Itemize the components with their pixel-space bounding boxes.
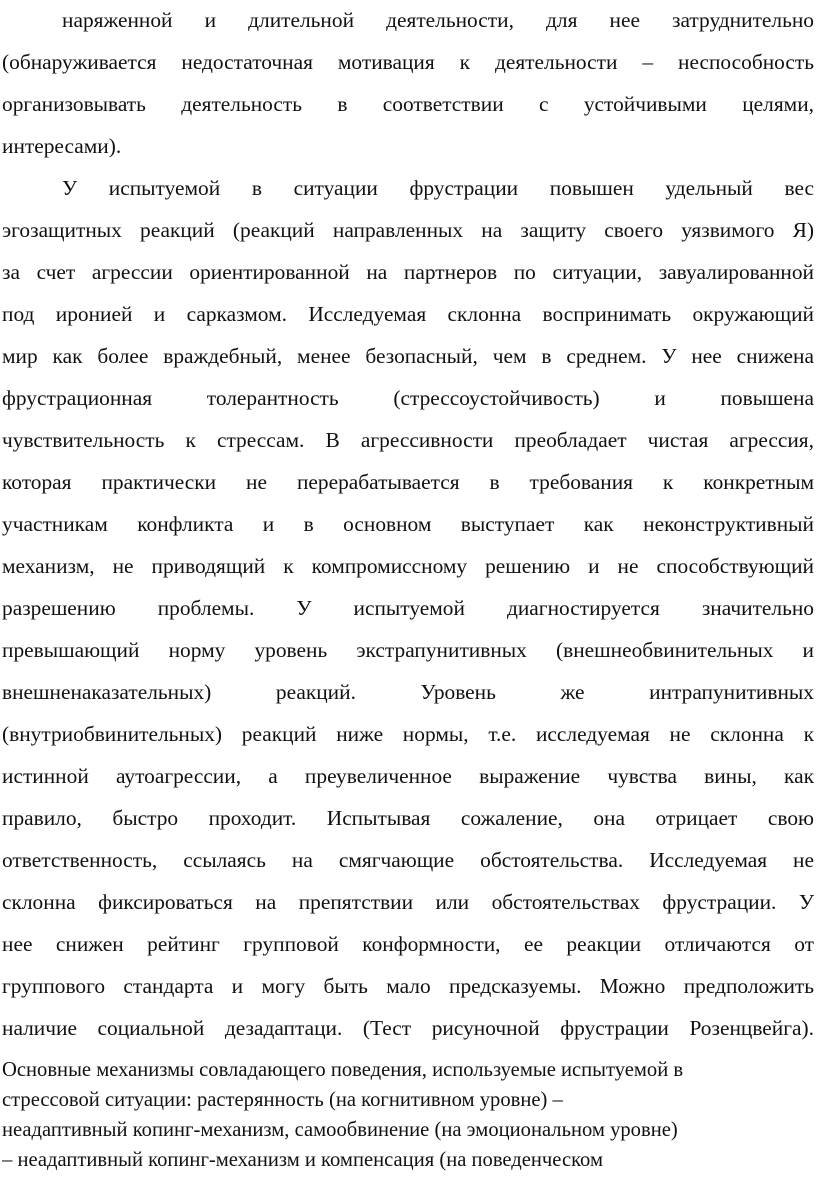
text-line: ответственность, ссылаясь на смягчающие обстоятельства. Исследуемая не bbox=[2, 848, 814, 872]
text-line: (обнаруживается недостаточная мотивация к деятельности – неспособность bbox=[2, 50, 814, 74]
text-line: внешненаказательных) реакций. Уровень же интрапунитивных bbox=[2, 680, 814, 704]
text-line: Основные механизмы совладающего поведения, используемые испытуемой в bbox=[2, 1059, 684, 1081]
text-line: организовывать деятельность в соответствии с устойчивыми целями, bbox=[2, 92, 814, 116]
text-line: У испытуемой в ситуации фрустрации повышен удельный вес bbox=[62, 176, 814, 200]
text-line: за счет агрессии ориентированной на партнеров по ситуации, завуалированной bbox=[2, 260, 814, 284]
text-line: (внутриобвинительных) реакций ниже нормы, т.е. исследуемая не склонна к bbox=[2, 722, 814, 746]
text-line: разрешению проблемы. У испытуемой диагностируется значительно bbox=[2, 596, 814, 620]
text-line: эгозащитных реакций (реакций направленных на защиту своего уязвимого Я) bbox=[2, 218, 814, 242]
text-line: группового стандарта и могу быть мало предсказуемы. Можно предположить bbox=[2, 974, 814, 998]
text-line: мир как более враждебный, менее безопасный, чем в среднем. У нее снижена bbox=[2, 344, 814, 368]
text-line: чувствительность к стрессам. В агрессивности преобладает чистая агрессия, bbox=[2, 428, 814, 452]
text-line: интересами). bbox=[2, 134, 122, 158]
text-line: наличие социальной дезадаптаци. (Тест рисуночной фрустрации Розенцвейга). bbox=[2, 1016, 814, 1040]
text-line: нее снижен рейтинг групповой конформности, ее реакции отличаются от bbox=[2, 932, 814, 956]
text-line: механизм, не приводящий к компромиссному решению и не способствующий bbox=[2, 554, 814, 578]
text-line: участникам конфликта и в основном выступает как неконструктивный bbox=[2, 512, 814, 536]
text-line: истинной аутоагрессии, а преувеличенное выражение чувства вины, как bbox=[2, 764, 814, 788]
text-line: правило, быстро проходит. Испытывая сожаление, она отрицает свою bbox=[2, 806, 814, 830]
text-line: склонна фиксироваться на препятствии или обстоятельствах фрустрации. У bbox=[2, 890, 814, 914]
text-line: превышающий норму уровень экстрапунитивных (внешнеобвинительных и bbox=[2, 638, 814, 662]
text-line: неадаптивный копинг-механизм, самообвинение (на эмоциональном уровне) bbox=[2, 1119, 678, 1141]
text-line: фрустрационная толерантность (стрессоустойчивость) и повышена bbox=[2, 386, 814, 410]
text-line: – неадаптивный копинг-механизм и компенсация (на поведенческом bbox=[2, 1149, 603, 1171]
text-line: которая практически не перерабатывается в требования к конкретным bbox=[2, 470, 814, 494]
text-line: под иронией и сарказмом. Исследуемая склонна воспринимать окружающий bbox=[2, 302, 814, 326]
text-line: стрессовой ситуации: растерянность (на когнитивном уровне) – bbox=[2, 1089, 563, 1111]
text-line: наряженной и длительной деятельности, для нее затруднительно bbox=[62, 8, 814, 32]
